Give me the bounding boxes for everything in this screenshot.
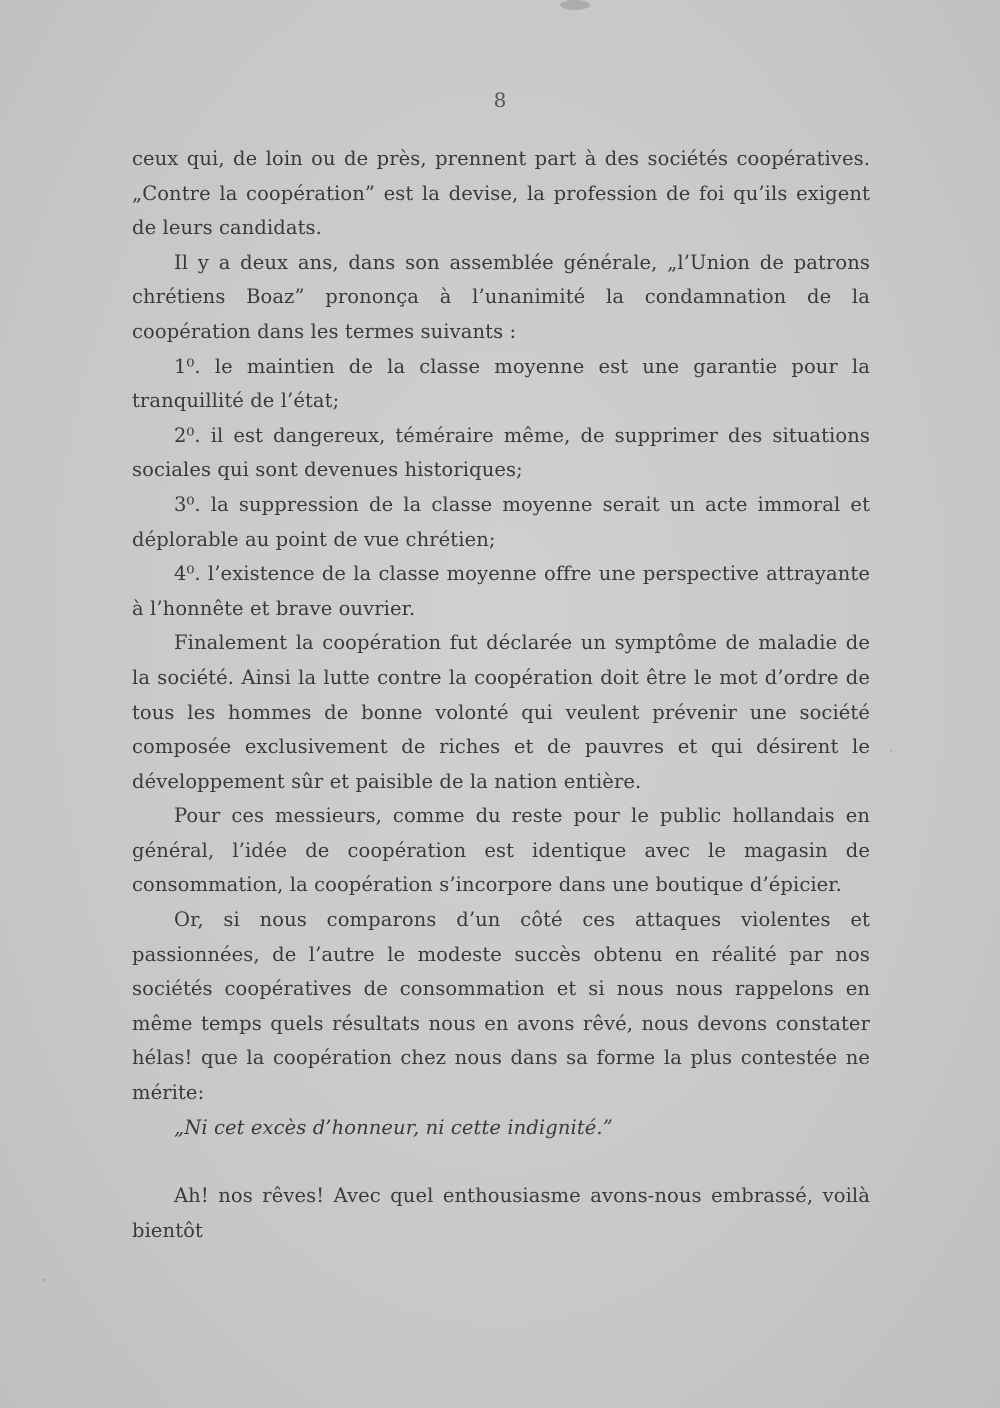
- paragraph: Finalement la coopération fut déclarée un symptôme de maladie de la société. Ainsi la lutte contre la coopération doit être le mot d’ordre de tous les hommes de bonne volonté qui veulent prévenir une société composée exclusivement de riches et de pauvres et qui désirent le développement sûr et paisible de la nation entière.: [132, 631, 870, 793]
- paragraph: ceux qui, de loin ou de près, prennent part à des sociétés coopératives. „Contre la coopération” est la devise, la profession de foi qu’ils exigent de leurs candidats.: [132, 147, 870, 240]
- paper-stain: [560, 0, 590, 10]
- paragraph: Ah! nos rêves! Avec quel enthousiasme avons-nous embrassé, voilà bientôt: [132, 1184, 870, 1242]
- paper-speck: [890, 750, 892, 752]
- list-item: 2⁰. il est dangereux, téméraire même, de supprimer des situations sociales qui sont devenues historiques;: [132, 423, 870, 482]
- body-text: [132, 142, 870, 1248]
- quotation: „Ni cet excès d’honneur, ni cette indignité.”: [174, 1115, 613, 1139]
- paragraph: Pour ces messieurs, comme du reste pour le public hollandais en général, l’idée de coopération est identique avec le magasin de consommation, la coopération s’incorpore dans une boutique d’épicier.: [132, 804, 870, 897]
- paragraph: Or, si nous comparons d’un côté ces attaques violentes et passionnées, de l’autre le modeste succès obtenu en réalité par nos sociétés coopératives de consommation et si nous nous rappelons en même temps quels résultats nous en avons rêvé, nous devons constater hélas! que la coopération chez nous dans sa forme la plus contestée ne mérite:: [132, 908, 870, 1105]
- list-item: 4⁰. l’existence de la classe moyenne offre une perspective attrayante à l’honnête et brave ouvrier.: [132, 562, 870, 620]
- list-item: 1⁰. le maintien de la classe moyenne est une garantie pour la tranquillité de l’état;: [132, 354, 870, 413]
- page-number: 8: [493, 88, 507, 112]
- paragraph: Il y a deux ans, dans son assemblée générale, „l’Union de patrons chrétiens Boaz” prononça à l’unanimité la condamnation de la coopération dans les termes suivants :: [132, 250, 870, 343]
- list-item: 3⁰. la suppression de la classe moyenne serait un acte immoral et déplorable au point de vue chrétien;: [132, 492, 870, 551]
- paper-speck: [42, 1278, 45, 1281]
